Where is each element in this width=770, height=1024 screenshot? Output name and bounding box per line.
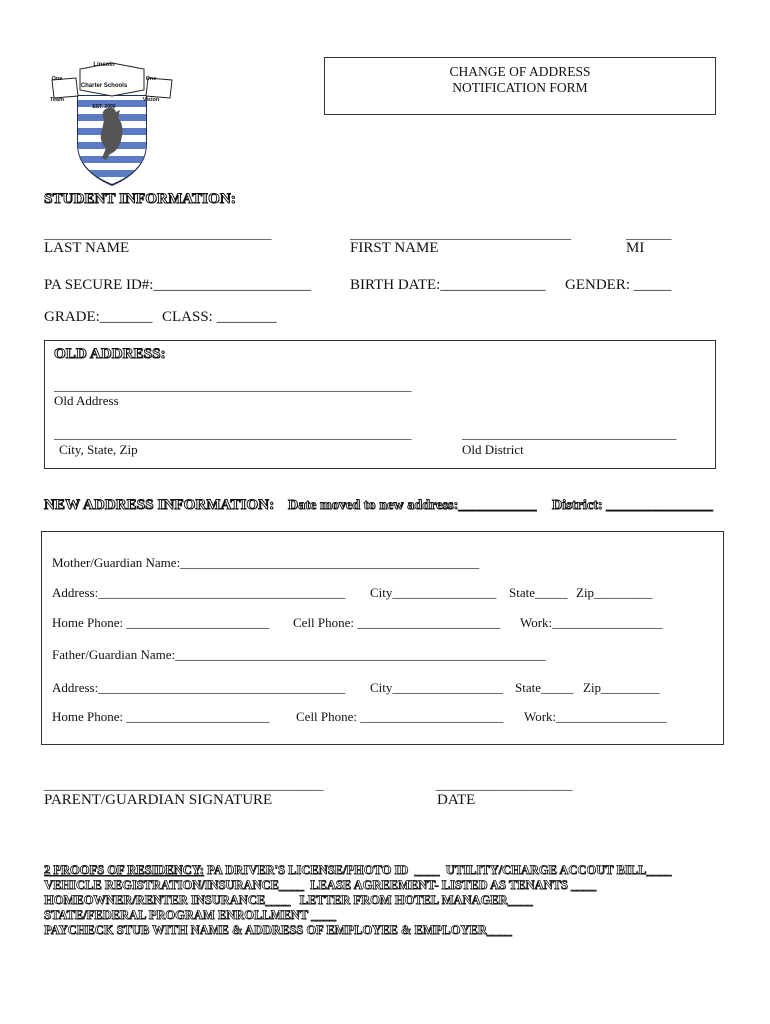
mother-city-field[interactable]: City________________ <box>370 585 497 600</box>
last-name-label: LAST NAME <box>44 240 130 256</box>
father-zip-field[interactable]: Zip_________ <box>583 680 660 695</box>
old-address-label: Old Address <box>54 393 119 408</box>
proofs-line-3[interactable]: HOMEOWNER/RENTER INSURANCE____ LETTER FROM HOTEL MANAGER____ <box>44 893 533 907</box>
logo-est: EST. 2000 <box>92 104 116 110</box>
father-address-field[interactable]: Address:______________________________________ <box>52 680 346 695</box>
gender-field[interactable]: GENDER: _____ <box>565 277 672 293</box>
date-moved-field[interactable]: Date moved to new address:___________ <box>288 498 537 513</box>
proofs-heading: 2 PROOFS OF RESIDENCY: <box>44 863 204 877</box>
proofs-line-1 <box>44 863 671 878</box>
mother-address-field[interactable]: Address:______________________________________ <box>52 585 346 600</box>
form-title-line1: CHANGE OF ADDRESS <box>449 64 591 79</box>
proofs-line-2[interactable]: VEHICLE REGISTRATION/INSURANCE____ LEASE AGREEMENT- LISTED AS TENANTS ____ <box>44 878 596 892</box>
last-name-line[interactable]: ___________________________________ <box>44 226 272 241</box>
logo-left-banner <box>45 62 69 118</box>
father-city-field[interactable]: City_________________ <box>370 680 503 695</box>
mother-guardian-name-field[interactable]: Mother/Guardian Name:______________________________________________ <box>52 555 480 570</box>
pa-secure-id-field[interactable]: PA SECURE ID#:_____________________ <box>44 277 311 293</box>
student-info-heading: STUDENT INFORMATION: <box>44 191 236 207</box>
mother-home-phone-field[interactable]: Home Phone: ______________________ <box>52 615 270 630</box>
proofs-line1-options[interactable]: PA DRIVER'S LICENSE/PHOTO ID ____ UTILITY/CHARGE ACCOUT BILL____ <box>203 863 672 877</box>
logo-left-banner-word2: Team <box>50 97 64 103</box>
logo-line1: Lincoln <box>93 62 115 68</box>
new-address-heading: NEW ADDRESS INFORMATION: <box>44 497 275 513</box>
old-address-heading: OLD ADDRESS: <box>54 346 166 362</box>
old-address-line[interactable]: _______________________________________________________ <box>54 378 412 393</box>
logo-left-banner-word1: One <box>51 76 63 82</box>
mother-cell-phone-field[interactable]: Cell Phone: ______________________ <box>293 615 501 630</box>
new-district-field[interactable]: District: _______________ <box>552 498 713 513</box>
mi-line[interactable]: _______ <box>626 226 672 241</box>
old-city-state-zip-label: City, State, Zip <box>59 442 138 457</box>
father-guardian-name-field[interactable]: Father/Guardian Name:_________________________________________________________ <box>52 647 546 662</box>
mother-work-phone-field[interactable]: Work:_________________ <box>520 615 663 630</box>
logo-school-name <box>72 48 136 125</box>
date-label: DATE <box>437 792 476 808</box>
logo-right-banner-word1: One <box>145 76 157 82</box>
father-cell-phone-field[interactable]: Cell Phone: ______________________ <box>296 709 504 724</box>
proofs-line-4[interactable]: STATE/FEDERAL PROGRAM ENROLLMENT ____ <box>44 908 337 922</box>
signature-line[interactable]: ___________________________________________ <box>44 777 324 792</box>
logo-right-banner <box>139 62 163 118</box>
logo-line2: Charter Schools <box>80 83 128 89</box>
old-city-state-zip-line[interactable]: _______________________________________________________ <box>54 426 412 441</box>
father-home-phone-field[interactable]: Home Phone: ______________________ <box>52 709 270 724</box>
grade-field[interactable]: GRADE:_______ <box>44 309 153 325</box>
old-district-line[interactable]: _________________________________ <box>462 426 677 441</box>
signature-label: PARENT/GUARDIAN SIGNATURE <box>44 792 273 808</box>
form-title-line2: NOTIFICATION FORM <box>452 80 588 95</box>
old-district-label: Old District <box>462 442 524 457</box>
mi-label: MI <box>626 240 645 256</box>
first-name-label: FIRST NAME <box>350 240 439 256</box>
mother-state-field[interactable]: State_____ <box>509 585 568 600</box>
class-field[interactable]: CLASS: ________ <box>162 309 277 325</box>
proofs-line-5[interactable]: PAYCHECK STUB WITH NAME & ADDRESS OF EMPLOYEE & EMPLOYER____ <box>44 923 512 937</box>
birth-date-field[interactable]: BIRTH DATE:______________ <box>350 277 546 293</box>
school-logo <box>40 42 168 170</box>
form-title-box <box>324 57 716 115</box>
father-state-field[interactable]: State_____ <box>515 680 574 695</box>
mother-zip-field[interactable]: Zip_________ <box>576 585 653 600</box>
date-line[interactable]: _____________________ <box>436 777 573 792</box>
father-work-phone-field[interactable]: Work:_________________ <box>524 709 667 724</box>
logo-right-banner-word2: Vision <box>142 97 160 103</box>
first-name-line[interactable]: __________________________________ <box>350 226 571 241</box>
